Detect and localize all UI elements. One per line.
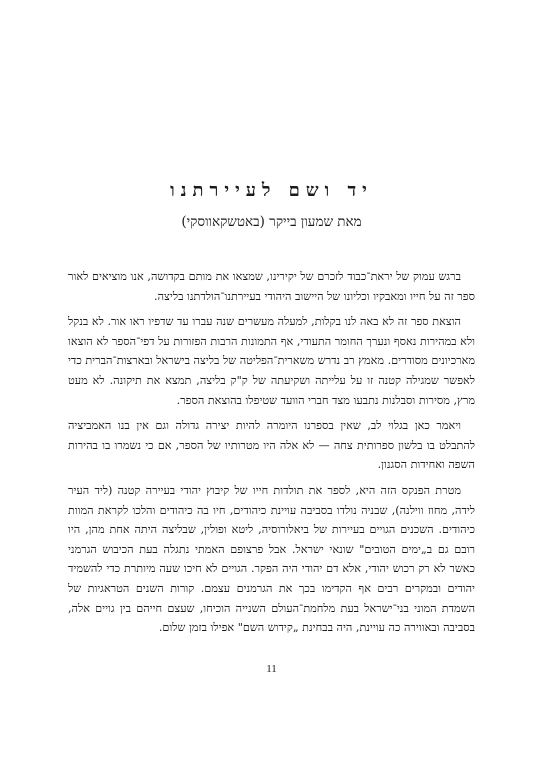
body-text (68, 267, 475, 644)
paragraph: מטרת הפנקס הזה היא, לספר את תולדות חייו של קיבוץ יהודי בעיירה קטנה (ליד העיר לידה, מחוז ווילנה), שבניה נולדו בסביבה עויינת כיהודים, חיו בה כיהודים והלכו לקראת המוות כיהודים. השכנים הגויים בעיירות של ביאלורוסיה, ליטא ופולין, שבליצה היתה אחת מהן, היו רובם גם ב„ימים הטובים" שונאי ישראל. אבל פרצופם האמתי נתגלה בעת הכיבוש הגרמני כאשר לא רק רכוש יהודי, אלא דם יהודי היה הפקר. הגויים לא חיכו שעה מיותרת כדי להשמיד יהודים ובמקרים רבים אף הקדימו בכך את הגרמנים עצמם. קורות השנים הטראגיות של השמדת המוני בני־ישראל בעת מלחמת־העולם השנייה הוכיחו, שעצם חייהם בין גויים אלה, בסביבה ובאווירה כה עויינת, היה בבחינת „קידוש השם" אפילו בזמן שלום. (68, 483, 475, 635)
paragraph: ויאמר כאן בגלוי לב, שאין בספרנו היומרה להיות יצירה גדולה וגם אין בנו האמביציה להתבלט בו בלשון ספרותית צחה — לא אלה היו מטרותיו של הספר, אם כי נשמרו בו בהירות השפה ואחידות הסגנון. (68, 419, 475, 472)
page-number: 11 (266, 663, 277, 675)
paragraph: ברגש עמוק של יראת־כבוד לזכרם של יקירינו, שמצאו את מותם בקדושה, אנו מוציאים לאור ספר זה על חייו ומאבקיו וכליונו של היישוב היהודי בעיירתנו־הולדתנו בליצה. (68, 270, 475, 303)
author-byline: מאת שמעון בייקר (באטשקאווסקי) (181, 214, 362, 230)
chapter-title: יד ושם לעיירתנו (170, 180, 373, 201)
paragraph: הוצאת ספר זה לא באה לנו בקלות, למעלה מעשרים שנה עברו עד שדפיו ראו אור. לא בנקל ולא במהירות נאסף ונערך החומר התעודי, אף התמונות הרבות הפזורות על דפי־הספר לא הוצאו מארכיונים מסודרים. מאמץ רב נדרש משארית־הפליטה של בליצה בישראל ובארצות־הברית כדי לאפשר שמגילה קטנה זו על עלייתה ושקיעתה של ק"ק בליצה, תמצא את תיקונה. לא מעט מרץ, מסירות וסבלנות נתבעו מצד חברי הוועד שטיפלו בהוצאת הספר. (68, 315, 475, 407)
